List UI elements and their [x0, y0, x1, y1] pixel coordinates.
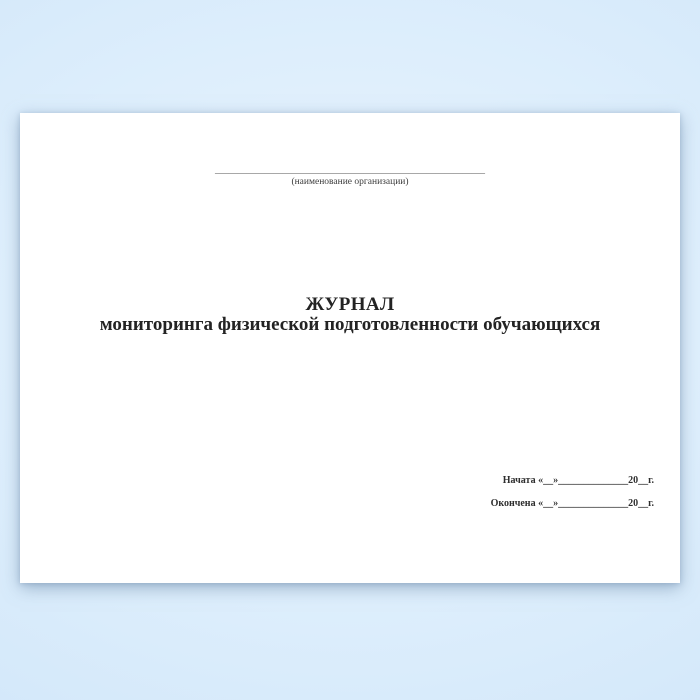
- journal-subtitle: мониторинга физической подготовленности обучающихся: [99, 314, 601, 335]
- organization-name-blank-line: ____________________________________________________________: [215, 165, 485, 175]
- title-block: [20, 295, 680, 335]
- journal-cover-page: [20, 113, 680, 583]
- finished-date-line: Окончена «__»______________20__г.: [490, 498, 654, 509]
- organization-caption: (наименование организации): [291, 177, 409, 187]
- started-date-line: Начата «__»______________20__г.: [502, 475, 654, 486]
- organization-block: [20, 164, 680, 188]
- dates-block: [491, 474, 654, 510]
- journal-title: ЖУРНАЛ: [305, 294, 395, 315]
